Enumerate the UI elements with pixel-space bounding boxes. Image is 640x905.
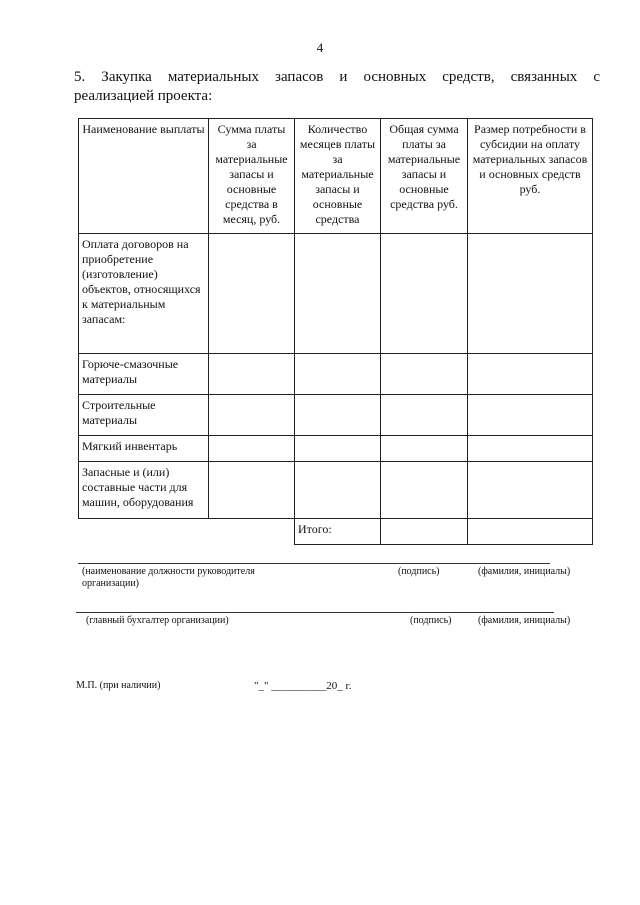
accountant-caption: (главный бухгалтер организации) xyxy=(86,615,229,626)
materials-table xyxy=(78,118,593,545)
accountant-signature-caption: (подпись) xyxy=(410,615,452,626)
table-cell xyxy=(468,234,593,354)
header-months-count: Количество месяцев платы за материальные запасы и основные средства xyxy=(295,119,381,234)
table-cell xyxy=(209,395,295,436)
empty-cell xyxy=(209,519,295,545)
table-cell xyxy=(209,354,295,395)
table-cell xyxy=(381,436,468,462)
header-total-sum: Общая сумма платы за материальные запасы и основные средства руб. xyxy=(381,119,468,234)
row-label: Горюче-смазочные материалы xyxy=(79,354,209,395)
table-cell xyxy=(295,462,381,519)
table-cell xyxy=(209,436,295,462)
total-label: Итого: xyxy=(295,519,381,545)
table-cell xyxy=(381,462,468,519)
director-signature-line xyxy=(78,563,550,564)
table-cell xyxy=(381,519,468,545)
total-row xyxy=(79,519,593,545)
table-cell xyxy=(468,436,593,462)
table-row xyxy=(79,354,593,395)
header-monthly-sum: Сумма платы за материальные запасы и основные средства в месяц, руб. xyxy=(209,119,295,234)
table-cell xyxy=(468,462,593,519)
director-name-caption: (фамилия, инициалы) xyxy=(478,566,571,577)
accountant-name-caption: (фамилия, инициалы) xyxy=(478,615,571,626)
table-cell xyxy=(295,436,381,462)
table-row xyxy=(79,462,593,519)
table-cell xyxy=(295,354,381,395)
table-header-row xyxy=(79,119,593,234)
table-cell xyxy=(381,354,468,395)
row-label: Мягкий инвентарь xyxy=(79,436,209,462)
row-label: Запасные и (или) составные части для машин, оборудования xyxy=(79,462,209,519)
section-heading-continuation: реализацией проекта: xyxy=(74,88,213,104)
empty-cell xyxy=(79,519,209,545)
table-row xyxy=(79,395,593,436)
header-payment-name: Наименование выплаты xyxy=(79,119,209,234)
stamp-caption: М.П. (при наличии) xyxy=(76,680,161,691)
table-cell xyxy=(295,395,381,436)
table-cell xyxy=(468,519,593,545)
table-row xyxy=(79,234,593,354)
table-cell xyxy=(209,462,295,519)
table-cell xyxy=(209,234,295,354)
director-position-caption: (наименование должности руководителя xyxy=(82,566,255,577)
table-cell xyxy=(381,234,468,354)
row-label: Строительные материалы xyxy=(79,395,209,436)
date-line: "_" __________20_ г. xyxy=(254,680,352,692)
table-row xyxy=(79,436,593,462)
row-label: Оплата договоров на приобретение (изготовление) объектов, относящихся к материальным запасам: xyxy=(79,234,209,354)
table-cell xyxy=(468,354,593,395)
director-signature-caption: (подпись) xyxy=(398,566,440,577)
table-cell xyxy=(381,395,468,436)
accountant-signature-line xyxy=(76,612,554,613)
director-position-caption-cont: организации) xyxy=(82,578,140,589)
section-heading: 5. Закупка материальных запасов и основных средств, связанных с xyxy=(74,69,600,85)
table-cell xyxy=(295,234,381,354)
header-subsidy-need: Размер потребности в субсидии на оплату материальных запасов и основных средств руб. xyxy=(468,119,593,234)
table-cell xyxy=(468,395,593,436)
page-number: 4 xyxy=(316,40,324,55)
